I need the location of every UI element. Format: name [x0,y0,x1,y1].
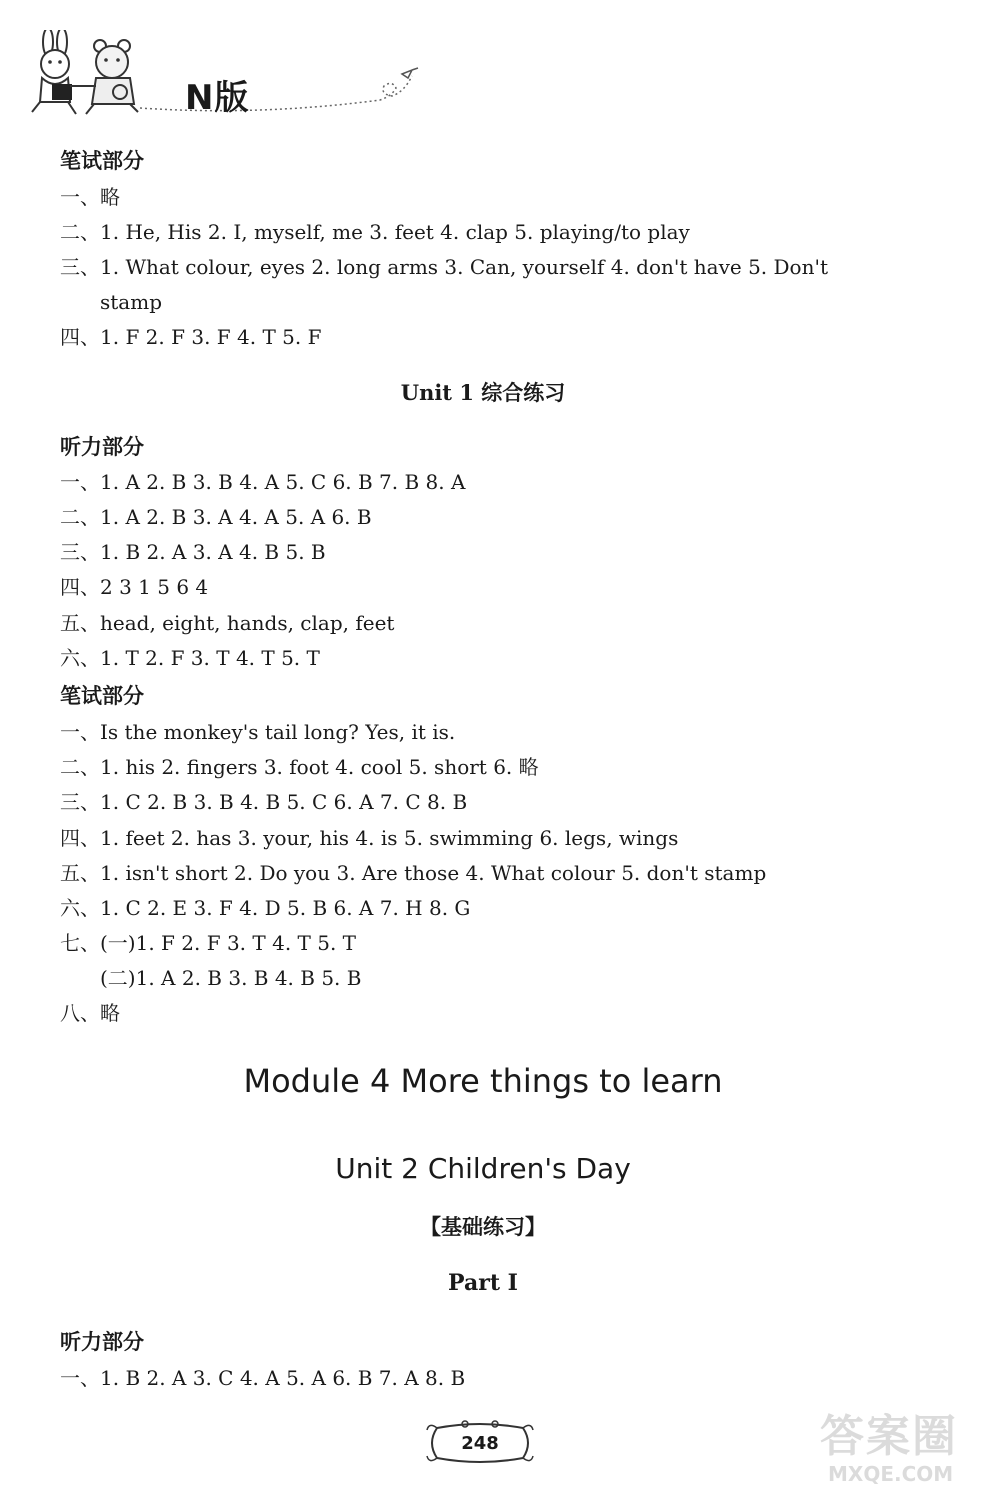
answer-line: 五、1. isn't short 2. Do you 3. Are those 4. What colour 5. don't stamp [60,861,767,885]
answer-line: 二、1. He, His 2. I, myself, me 3. feet 4. clap 5. playing/to play [60,220,690,244]
answer-line: 八、略 [60,1001,120,1025]
answer-line: 六、1. C 2. E 3. F 4. D 5. B 6. A 7. H 8. G [60,896,471,920]
unit1-title: Unit 1 综合练习 [400,380,566,405]
section-title-listening: 听力部分 [60,1330,144,1354]
page-header [20,30,440,120]
answer-line-continuation: stamp [100,290,162,314]
section-title-listening: 听力部分 [60,435,144,459]
module-title: Module 4 More things to learn [243,1062,723,1100]
answer-line: 五、head, eight, hands, clap, feet [60,611,395,635]
answer-line: 三、1. C 2. B 3. B 4. B 5. C 6. A 7. C 8. B [60,790,468,814]
answer-line: 三、1. B 2. A 3. A 4. B 5. B [60,540,326,564]
page-number-badge [425,1418,535,1468]
section-title-written: 笔试部分 [60,149,144,173]
basic-practice-title: 【基础练习】 [420,1215,546,1239]
unit2-title: Unit 2 Children's Day [335,1152,631,1185]
answer-line: 四、2 3 1 5 6 4 [60,575,209,599]
answer-line: 一、1. B 2. A 3. C 4. A 5. A 6. B 7. A 8. B [60,1366,466,1390]
answer-line: 二、1. A 2. B 3. A 4. A 5. A 6. B [60,505,372,529]
page-number: 248 [461,1433,499,1454]
answer-line: 四、1. feet 2. has 3. your, his 4. is 5. swimming 6. legs, wings [60,826,679,850]
part-title: Part Ⅰ [448,1270,518,1296]
answer-line: 四、1. F 2. F 3. F 4. T 5. F [60,325,322,349]
answer-line: 一、略 [60,185,120,209]
section-title-written: 笔试部分 [60,684,144,708]
watermark-url: MXQE.COM [828,1462,954,1486]
answer-line: 六、1. T 2. F 3. T 4. T 5. T [60,646,320,670]
answer-line-continuation: (二)1. A 2. B 3. B 4. B 5. B [100,966,362,990]
answer-line: 七、(一)1. F 2. F 3. T 4. T 5. T [60,931,357,955]
watermark-text: 答案圈 [820,1411,958,1462]
answer-line: 二、1. his 2. fingers 3. foot 4. cool 5. short 6. 略 [60,755,539,779]
answer-line: 一、Is the monkey's tail long? Yes, it is. [60,720,456,744]
answer-line: 三、1. What colour, eyes 2. long arms 3. Can, yourself 4. don't have 5. Don't [60,255,828,279]
watermark [820,1400,995,1490]
answer-line: 一、1. A 2. B 3. B 4. A 5. C 6. B 7. B 8. A [60,470,466,494]
edition-label: N版 [185,78,250,118]
